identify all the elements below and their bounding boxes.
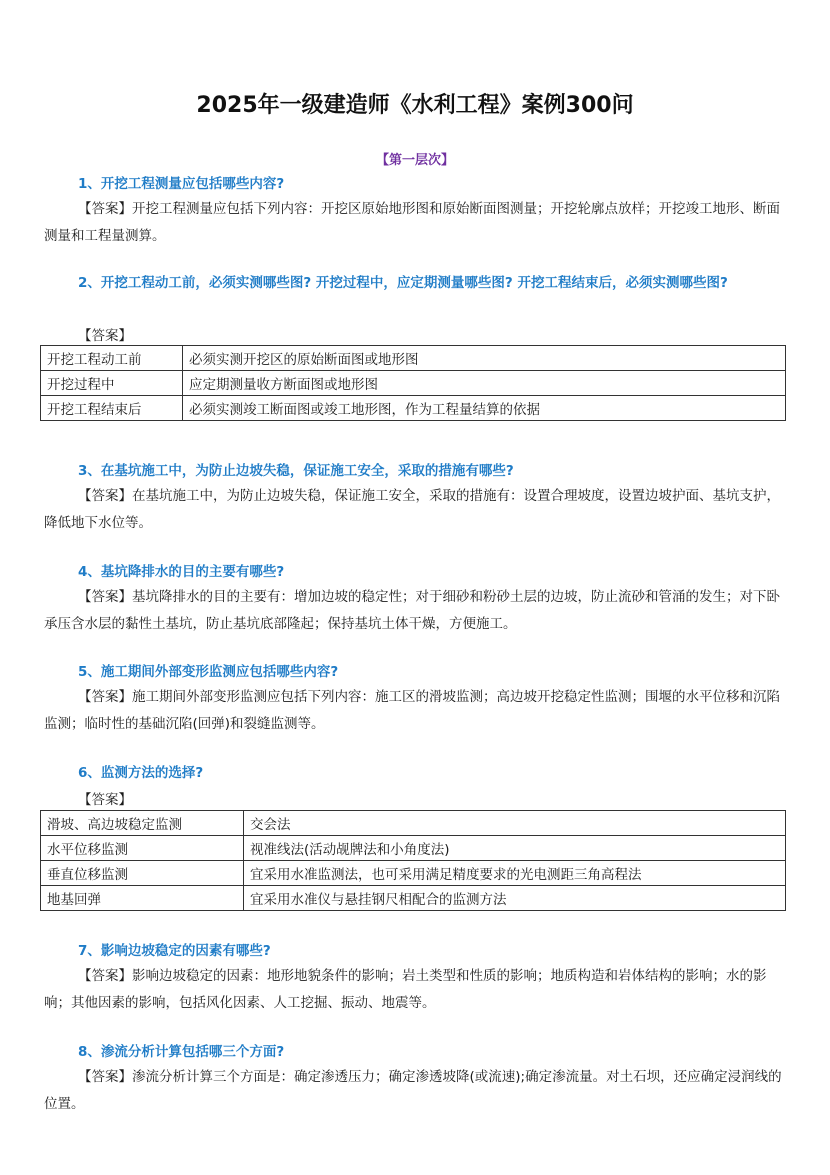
answer-8: 【答案】渗流分析计算三个方面是：确定渗透压力；确定渗透坡降(或流速);确定渗流量。对土石坝，还应确定浸润线的位置。 <box>44 1069 782 1112</box>
table-cell: 必须实测开挖区的原始断面图或地形图 <box>183 346 786 371</box>
table-cell: 视准线法(活动觇牌法和小角度法) <box>244 836 786 861</box>
answer-2-table <box>40 345 786 421</box>
table-cell: 必须实测竣工断面图或竣工地形图，作为工程量结算的依据 <box>183 396 786 421</box>
question-1: 1、开挖工程测量应包括哪些内容? <box>78 176 285 192</box>
table-cell: 应定期测量收方断面图或地形图 <box>183 371 786 396</box>
answer-6-table <box>40 810 786 911</box>
table-cell: 交会法 <box>244 811 786 836</box>
question-6: 6、监测方法的选择? <box>78 765 204 781</box>
table-cell: 宜采用水准仪与悬挂钢尺相配合的监测方法 <box>244 886 786 911</box>
table-row <box>41 811 786 836</box>
table-row <box>41 861 786 886</box>
question-3: 3、在基坑施工中，为防止边坡失稳，保证施工安全，采取的措施有哪些? <box>78 463 514 479</box>
question-4: 4、基坑降排水的目的主要有哪些? <box>78 564 285 580</box>
answer-7: 【答案】影响边坡稳定的因素：地形地貌条件的影响；岩土类型和性质的影响；地质构造和岩体结构的影响；水的影响；其他因素的影响，包括风化因素、人工挖掘、振动、地震等。 <box>44 968 767 1011</box>
table-row <box>41 886 786 911</box>
answer-3: 【答案】在基坑施工中，为防止边坡失稳，保证施工安全，采取的措施有：设置合理坡度，设置边坡护面、基坑支护，降低地下水位等。 <box>44 488 780 531</box>
table-cell: 宜采用水准监测法，也可采用满足精度要求的光电测距三角高程法 <box>244 861 786 886</box>
document-title: 2025年一级建造师《水利工程》案例300问 <box>196 93 634 118</box>
answer-5: 【答案】施工期间外部变形监测应包括下列内容：施工区的滑坡监测；高边坡开挖稳定性监测；围堰的水平位移和沉陷监测；临时性的基础沉陷(回弹)和裂缝监测等。 <box>44 689 780 732</box>
table-row <box>41 346 786 371</box>
table-cell: 水平位移监测 <box>41 836 244 861</box>
question-8: 8、渗流分析计算包括哪三个方面? <box>78 1044 285 1060</box>
table-cell: 地基回弹 <box>41 886 244 911</box>
table-cell: 开挖工程动工前 <box>41 346 183 371</box>
table-row <box>41 396 786 421</box>
table-cell: 滑坡、高边坡稳定监测 <box>41 811 244 836</box>
table-cell: 开挖工程结束后 <box>41 396 183 421</box>
table-row <box>41 836 786 861</box>
question-2: 2、开挖工程动工前，必须实测哪些图? 开挖过程中，应定期测量哪些图? 开挖工程结束后，必须实测哪些图? <box>78 275 728 291</box>
table-row <box>41 371 786 396</box>
answer-6-label: 【答案】 <box>78 792 132 808</box>
answer-2-label: 【答案】 <box>78 328 132 344</box>
section-level-label: 【第一层次】 <box>375 153 454 168</box>
answer-1: 【答案】开挖工程测量应包括下列内容：开挖区原始地形图和原始断面图测量；开挖轮廓点放样；开挖竣工地形、断面测量和工程量测算。 <box>44 201 780 244</box>
table-cell: 开挖过程中 <box>41 371 183 396</box>
question-7: 7、影响边坡稳定的因素有哪些? <box>78 943 271 959</box>
table-cell: 垂直位移监测 <box>41 861 244 886</box>
question-5: 5、施工期间外部变形监测应包括哪些内容? <box>78 664 339 680</box>
answer-4: 【答案】基坑降排水的目的主要有：增加边坡的稳定性；对于细砂和粉砂土层的边坡，防止流砂和管涌的发生；对下卧承压含水层的黏性土基坑，防止基坑底部隆起；保持基坑土体干燥，方便施工。 <box>44 589 780 632</box>
